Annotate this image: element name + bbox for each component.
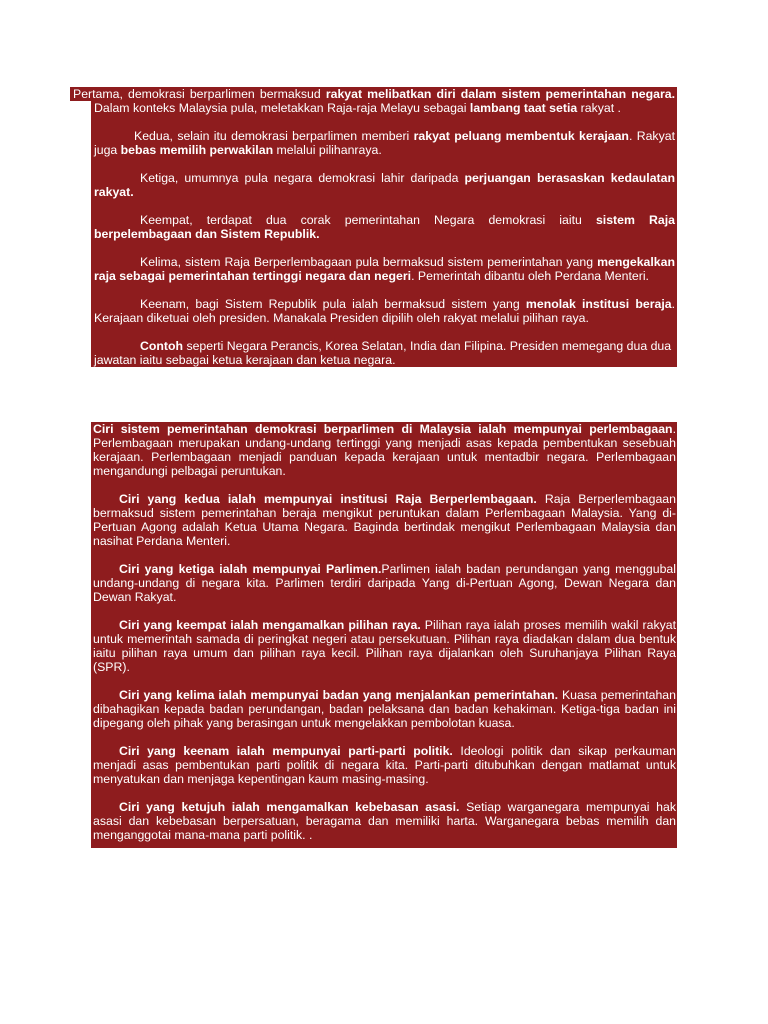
text-block-demokrasi: [73, 87, 677, 367]
bold-run: rakyat melibatkan diri dalam sistem pemerintahan negara.: [325, 87, 675, 101]
bold-run: Ciri yang ketujuh ialah mengamalkan kebebasan asasi.: [119, 800, 460, 814]
bold-run: Contoh: [140, 339, 184, 353]
paragraph-kelima: [94, 255, 675, 283]
text-run: Raja Berperlembagaan bermaksud sistem pemerintahan beraja mengikut peruntukan dalam Perlembagaan Malaysia. Yang di-Pertuan Agong adalah Ketua Utama Negara. Baginda bertindak mengikut Perlembagaan Malaysia dan nasihat Perdana Menteri.: [93, 492, 676, 548]
text-run: Keenam, bagi Sistem Republik pula ialah bermaksud sistem yang: [140, 297, 526, 311]
text-run: Pilihan raya ialah proses memilih wakil rakyat untuk memerintah samada di peringkat negeri atau persekutuan. Pilihan raya diadakan dalam dua bentuk iaitu pilihan raya umum dan pilihan raya kecil. Pilihan raya dijalankan oleh Suruhanjaya Pilihan Raya (SPR).: [93, 618, 676, 674]
text-run: Pertama, demokrasi berparlimen bermaksud: [73, 87, 326, 101]
text-run: Keempat, terdapat dua corak pemerintahan Negara demokrasi iaitu: [140, 213, 596, 227]
text-run: Ideologi politik dan sikap perkauman menjadi asas pembentukan parti politik di negara kita. Parti-parti ditubuhkan dengan matlamat untuk menyatukan dan menjaga kepentingan kaum masing-masing.: [93, 744, 676, 786]
paragraph-kedua: [94, 129, 675, 157]
paragraph-ciri-ketujuh: [93, 800, 676, 842]
text-run: Ketiga, umumnya pula negara demokrasi lahir daripada: [140, 171, 465, 185]
text-run: seperti Negara Perancis, Korea Selatan, India dan Filipina. Presiden memegang dua dua jawatan iaitu sebagai ketua kerajaan dan ketua negara.: [94, 339, 672, 367]
bold-run: Ciri yang keempat ialah mengamalkan pilihan raya.: [119, 618, 421, 632]
bold-run: Ciri yang keenam ialah mempunyai parti-parti politik.: [119, 744, 453, 758]
paragraph-keempat: [94, 213, 675, 241]
text-run: . Rakyat juga: [94, 129, 675, 157]
text-run: Setiap warganegara mempunyai hak asasi dan kebebasan berpersatuan, beragama dan memiliki harta. Warganegara bebas memilih dan menganggotai mana-mana parti politik. .: [93, 800, 676, 842]
text-run: . Kerajaan diketuai oleh presiden. Manakala Presiden dipilih oleh rakyat melalui pilihan raya.: [94, 297, 675, 325]
paragraph-contoh: [94, 339, 675, 367]
bold-run: menolak institusi beraja: [525, 297, 672, 311]
paragraph-ciri-kelima: [93, 688, 676, 730]
text-run: Dalam konteks Malaysia pula, meletakkan Raja-raja Melayu sebagai: [94, 101, 470, 115]
paragraph-keenam: [94, 297, 675, 325]
bold-run: Ciri yang ketiga ialah mempunyai Parlimen.: [119, 562, 382, 576]
bold-run: rakyat peluang membentuk kerajaan: [413, 129, 629, 143]
bold-run: mengekalkan raja sebagai pemerintahan tertinggi negara dan negeri: [94, 255, 675, 283]
bold-run: Ciri yang kedua ialah mempunyai institusi Raja Berperlembagaan.: [119, 492, 537, 506]
paragraph-ciri-kedua: [93, 492, 676, 548]
bold-run: Ciri sistem pemerintahan demokrasi berparlimen di Malaysia ialah mempunyai perlembagaan: [93, 422, 673, 436]
text-run: melalui pilihanraya.: [273, 143, 382, 157]
text-run: . Perlembagaan merupakan undang-undang tertinggi yang menjadi asas kepada pembentukan sesebuah kerajaan. Perlembagaan menjadi panduan kepada kerajaan untuk mentadbir negara. Perlembagaan mengandungi pelbagai peruntukan.: [93, 422, 676, 478]
text-run: Kelima, sistem Raja Berperlembagaan pula bermaksud sistem pemerintahan yang: [140, 255, 598, 269]
text-block-ciri-sistem: [91, 422, 677, 848]
text-run: Kuasa pemerintahan dibahagikan kepada badan perundangan, badan pelaksana dan badan kehakiman. Ketiga-tiga badan ini dipegang oleh pihak yang berasingan untuk mengelakkan pembolotan kuasa.: [93, 688, 676, 730]
bold-run: lambang taat setia: [469, 101, 578, 115]
text-run: rakyat .: [577, 101, 621, 115]
paragraph-ciri-keenam: [93, 744, 676, 786]
paragraph-ketiga: [94, 171, 675, 199]
bold-run: Ciri yang kelima ialah mempunyai badan yang menjalankan pemerintahan.: [119, 688, 558, 702]
paragraph-ciri-keempat: [93, 618, 676, 674]
text-run: . Pemerintah dibantu oleh Perdana Menteri.: [411, 269, 649, 283]
bold-run: sistem Raja berpelembagaan dan Sistem Republik.: [94, 213, 675, 241]
bold-run: perjuangan berasaskan kedaulatan rakyat.: [94, 171, 676, 199]
paragraph-ciri-perlembagaan: [93, 422, 676, 478]
bold-run: bebas memilih perwakilan: [120, 143, 274, 157]
text-run: Parlimen ialah badan perundangan yang menggubal undang-undang di negara kita. Parlimen terdiri daripada Yang di-Pertuan Agong, Dewan Negara dan Dewan Rakyat.: [93, 562, 677, 604]
paragraph-pertama: [73, 87, 675, 115]
text-run: Kedua, selain itu demokrasi berparlimen memberi: [134, 129, 414, 143]
paragraph-ciri-ketiga: [93, 562, 676, 604]
